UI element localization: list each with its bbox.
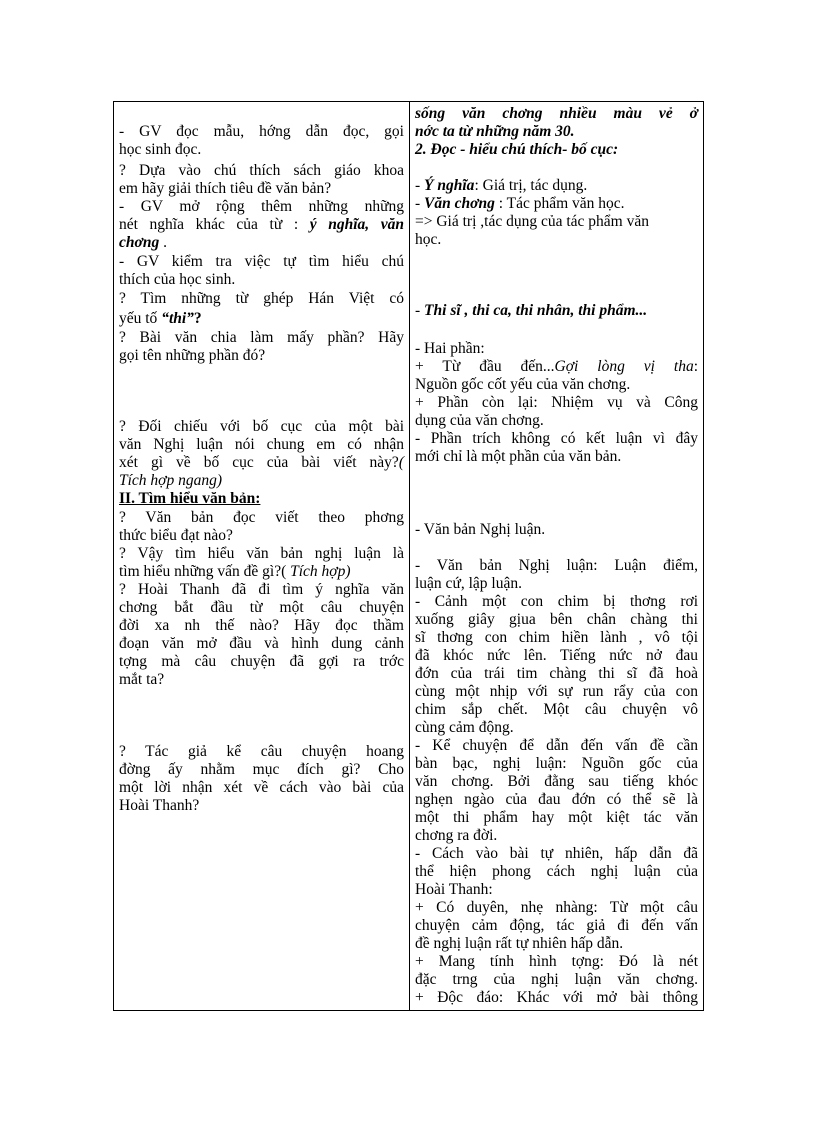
text-line: - Văn bản Nghị luận: Luận điểm, (415, 557, 698, 574)
student-content-column (410, 102, 703, 1010)
text-line: em hãy giải thích tiêu đề văn bản? (119, 180, 332, 197)
teacher-activities-column (114, 102, 409, 1010)
text-line: - Văn bản Nghị luận. (415, 521, 546, 538)
text-line: + Có duyên, nhẹ nhàng: Từ một câu (415, 899, 698, 916)
text-line: yếu tố “thi”? (119, 310, 202, 327)
text-line: - Ý nghĩa: Giá trị, tác dụng. (415, 177, 588, 194)
lesson-table (113, 101, 704, 1011)
text-line: đặc trng của nghị luận văn chơng. (415, 971, 698, 988)
text-line: sĩ thơng con chim hiền lành , vô tội (415, 629, 698, 646)
text-line: => Giá trị ,tác dụng của tác phẩm văn (415, 213, 649, 230)
text-line: đề nghị luận rất tự nhiên hấp dẫn. (415, 935, 624, 952)
text-line: + Mang tính hình tợng: Đó là nét (415, 953, 698, 970)
text-line: - GV đọc mẫu, hớng dẫn đọc, gọi (119, 123, 404, 140)
text-line: + Từ đầu đến...Gợi lòng vị tha: (415, 358, 699, 375)
text-line: một thi phẩm hay một kiệt tác văn (415, 809, 698, 826)
text-line: Nguồn gốc cốt yếu của văn chơng. (415, 376, 631, 393)
text-line: Hoài Thanh: (415, 881, 493, 898)
text-line: bàn bạc, nghị luận: Nguồn gốc của (415, 755, 698, 772)
text-line: - Kể chuyện để dẫn đến vấn đề cần (415, 737, 698, 754)
text-line: ? Dựa vào chú thích sách giáo khoa (119, 162, 404, 179)
text-line: tợng mà câu chuyện đã gợi ra trớc (119, 653, 404, 670)
text-line: cùng cảm động. (415, 719, 514, 736)
text-line: xuống giây gịua bên chân chàng thi (415, 611, 698, 628)
text-line: chơng . (119, 234, 167, 251)
text-line: luận cứ, lập luận. (415, 575, 522, 592)
text-line: sống văn chơng nhiều màu vẻ ở (415, 105, 698, 122)
text-line: đời xa nh thế nào? Hãy đọc thầm (119, 617, 404, 634)
text-line: đoạn văn mở đầu và hình dung cảnh (119, 635, 404, 652)
text-line: đớn của trái tim chàng thi sĩ đã hoà (415, 665, 698, 682)
text-line: ? Tác giả kể câu chuyện hoang (119, 743, 404, 760)
text-line: - Cách vào bài tự nhiên, hấp dẫn đã (415, 845, 698, 862)
text-line: chơng ra đời. (415, 827, 498, 844)
text-line: - Thi sĩ , thi ca, thi nhân, thi phẩm... (415, 302, 648, 319)
text-line: ? Đối chiếu với bố cục của một bài (119, 418, 404, 435)
text-line: đờng ấy nhằm mục đích gì? Cho (119, 761, 404, 778)
text-line: + Phần còn lại: Nhiệm vụ và Công (415, 394, 698, 411)
text-line: ? Hoài Thanh đã đi tìm ý nghĩa văn (119, 581, 404, 598)
text-line: chuyện cảm động, tác giả đi đến vấn (415, 917, 698, 934)
text-line: gọi tên những phần đó? (119, 347, 266, 364)
text-line: ? Văn bản đọc viết theo phơng (119, 509, 404, 526)
text-line: thức biểu đạt nào? (119, 527, 233, 544)
text-line: Hoài Thanh? (119, 797, 200, 814)
text-line: văn Nghị luận nói chung em có nhận (119, 436, 404, 453)
text-line: - GV mở rộng thêm những những (119, 198, 404, 215)
text-line: ? Bài văn chia làm mấy phần? Hãy (119, 329, 404, 346)
text-line: - Hai phần: (415, 340, 485, 357)
text-line: Tích hợp ngang) (119, 472, 222, 489)
text-line: thích của học sinh. (119, 271, 236, 288)
text-line: nét nghĩa khác của từ : ý nghĩa, văn (119, 216, 404, 233)
text-line: - Văn chơng : Tác phẩm văn học. (415, 195, 625, 212)
text-line: học sinh đọc. (119, 141, 202, 158)
text-line: chim sắp chết. Một câu chuyện vô (415, 701, 698, 718)
text-line: - Cảnh một con chim bị thơng rơi (415, 593, 698, 610)
text-line: mắt ta? (119, 671, 165, 688)
section-heading: II. Tìm hiểu văn bản: (119, 490, 261, 507)
text-line: thể hiện phong cách nghị luận của (415, 863, 698, 880)
text-line: tìm hiểu những vấn đề gì?( Tích hợp) (119, 563, 351, 580)
text-line: - GV kiểm tra việc tự tìm hiểu chú (119, 253, 404, 270)
text-line: xét gì về bố cục của bài viết này?( (119, 454, 404, 471)
text-line: học. (415, 231, 442, 248)
text-line: đã khóc nức lên. Tiếng nức nở đau (415, 647, 698, 664)
text-line: 2. Đọc - hiểu chú thích- bố cục: (415, 141, 619, 158)
text-line: nớc ta từ những năm 30. (415, 123, 575, 140)
text-line: + Độc đáo: Khác với mở bài thông (415, 989, 698, 1006)
text-line: một lời nhận xét về cách vào bài của (119, 779, 404, 796)
text-line: nghẹn ngào của đau đớn có thể sẽ là (415, 791, 698, 808)
text-line: dụng của văn chơng. (415, 412, 544, 429)
text-line: mới chỉ là một phần của văn bản. (415, 448, 622, 465)
text-line: ? Tìm những từ ghép Hán Việt có (119, 290, 404, 307)
text-line: - Phần trích không có kết luận vì đây (415, 430, 698, 447)
text-line: văn chơng. Bởi đằng sau tiếng khóc (415, 773, 698, 790)
text-line: cùng một nhịp với sự run rẩy của con (415, 683, 698, 700)
text-line: ? Vậy tìm hiểu văn bản nghị luận là (119, 545, 404, 562)
text-line: chơng bắt đầu từ một câu chuyện (119, 599, 404, 616)
